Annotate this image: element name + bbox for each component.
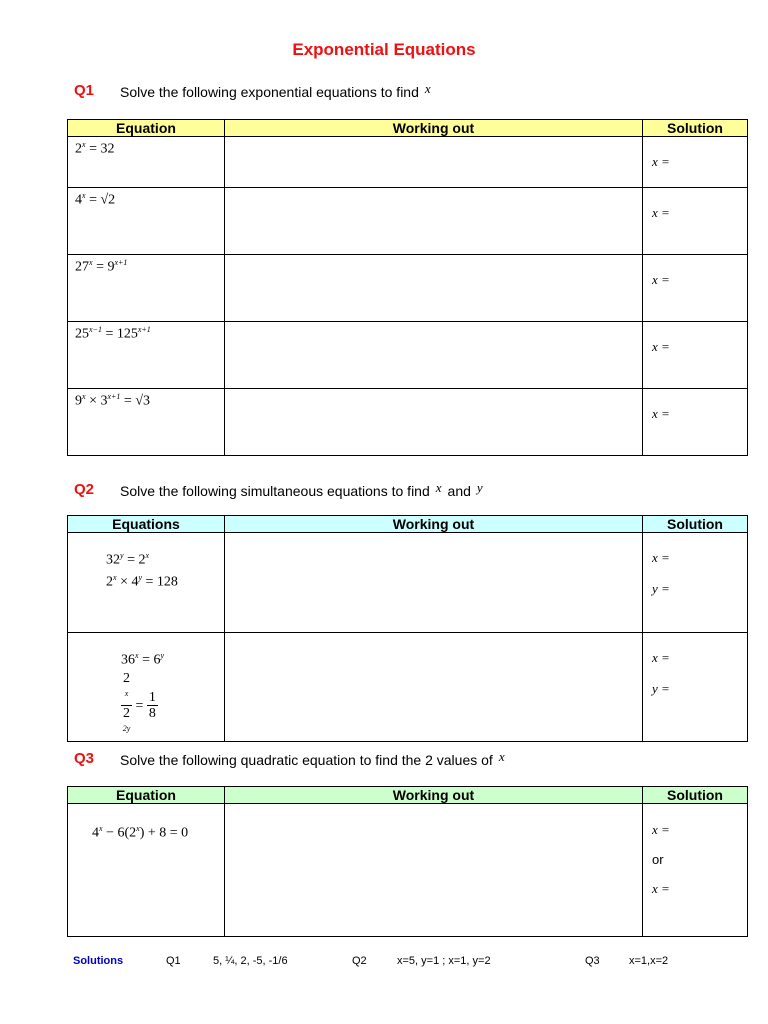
q2-header-row <box>68 516 748 533</box>
q2-row-2 <box>68 633 748 742</box>
q1-solution-1[interactable]: x = <box>643 137 748 188</box>
footer-q1-answers: 5, ¼, 2, -5, -1/6 <box>213 955 288 967</box>
q1-row-1 <box>68 137 748 188</box>
q3-instruction-text: Solve the following quadratic equation to find the 2 values of <box>120 752 493 768</box>
q3-header-working: Working out <box>225 787 643 804</box>
q1-row-2 <box>68 188 748 255</box>
q1-row-3 <box>68 255 748 322</box>
q3-header-equation: Equation <box>68 787 225 804</box>
footer-q1-label: Q1 <box>166 955 181 967</box>
q1-working-2[interactable] <box>225 188 643 255</box>
q2-variable-x: x <box>435 480 442 495</box>
q3-row <box>68 804 748 937</box>
q2-header-equations: Equations <box>68 516 225 533</box>
q2-equations-2: $36^x = 6^y$ 2 $^x$ 2 $^{2y}$ = $\frac{1}{8}$ <box>68 633 225 742</box>
q2-table <box>67 515 748 742</box>
q1-solution-4[interactable]: x = <box>643 322 748 389</box>
q1-equation-5: $9^x \times 3^{x+1} = √3$ <box>68 389 225 456</box>
q1-equation-1: 2$^x$ = 32 <box>68 137 225 188</box>
q1-equation-4: $25^{x-1} = 125^{x+1}$ <box>68 322 225 389</box>
q3-label: Q3 <box>74 750 95 767</box>
footer-q3-answers: x=1,x=2 <box>629 955 669 967</box>
q2-working-1[interactable] <box>225 533 643 633</box>
q1-equation-2: 4$^x$ = √2 <box>68 188 225 255</box>
q3-header-row <box>68 787 748 804</box>
q1-working-3[interactable] <box>225 255 643 322</box>
q1-solution-5[interactable]: x = <box>643 389 748 456</box>
q1-working-5[interactable] <box>225 389 643 456</box>
q1-working-1[interactable] <box>225 137 643 188</box>
q2-instruction <box>120 480 489 500</box>
q1-working-4[interactable] <box>225 322 643 389</box>
q1-row-4 <box>68 322 748 389</box>
q1-header-working: Working out <box>225 120 643 137</box>
q3-header-solution: Solution <box>643 787 748 804</box>
q1-instruction-text: Solve the following exponential equations to find <box>120 84 419 100</box>
q3-instruction <box>120 749 511 769</box>
q2-solution-1[interactable]: x = y = <box>643 533 748 633</box>
q3-variable: x <box>498 749 505 764</box>
q3-table <box>67 786 748 937</box>
q2-working-2[interactable] <box>225 633 643 742</box>
solutions-label: Solutions <box>73 955 124 967</box>
q2-header-solution: Solution <box>643 516 748 533</box>
footer-q3-label: Q3 <box>585 955 600 967</box>
page-title: Exponential Equations <box>292 40 476 59</box>
q1-instruction <box>120 81 437 101</box>
q2-variable-y: y <box>476 480 483 495</box>
q2-row-1 <box>68 533 748 633</box>
q2-label: Q2 <box>74 481 95 498</box>
q2-solution-2[interactable]: x = y = <box>643 633 748 742</box>
q2-equations-1: $32^y = 2^x$ $2^x \times 4^y = 128$ <box>68 533 225 633</box>
q2-instruction-text: Solve the following simultaneous equations to find <box>120 483 430 499</box>
q3-working[interactable] <box>225 804 643 937</box>
q1-variable: x <box>424 81 431 96</box>
q1-header-equation: Equation <box>68 120 225 137</box>
q1-table <box>67 119 748 456</box>
q1-header-solution: Solution <box>643 120 748 137</box>
q3-equation: $4^x - 6(2^x) + 8 = 0$ <box>68 804 225 937</box>
q1-equation-3: $27^x = 9^{x+1}$ <box>68 255 225 322</box>
q2-and: and <box>447 483 471 499</box>
q2-header-working: Working out <box>225 516 643 533</box>
q3-or: or <box>652 852 664 867</box>
q1-label: Q1 <box>74 82 95 99</box>
q1-solution-2[interactable]: x = <box>643 188 748 255</box>
q1-header-row <box>68 120 748 137</box>
q1-solution-3[interactable]: x = <box>643 255 748 322</box>
footer-q2-label: Q2 <box>352 955 367 967</box>
q1-row-5 <box>68 389 748 456</box>
q3-solution[interactable]: x = or x = <box>643 804 748 937</box>
footer-q2-answers: x=5, y=1 ; x=1, y=2 <box>397 955 491 967</box>
